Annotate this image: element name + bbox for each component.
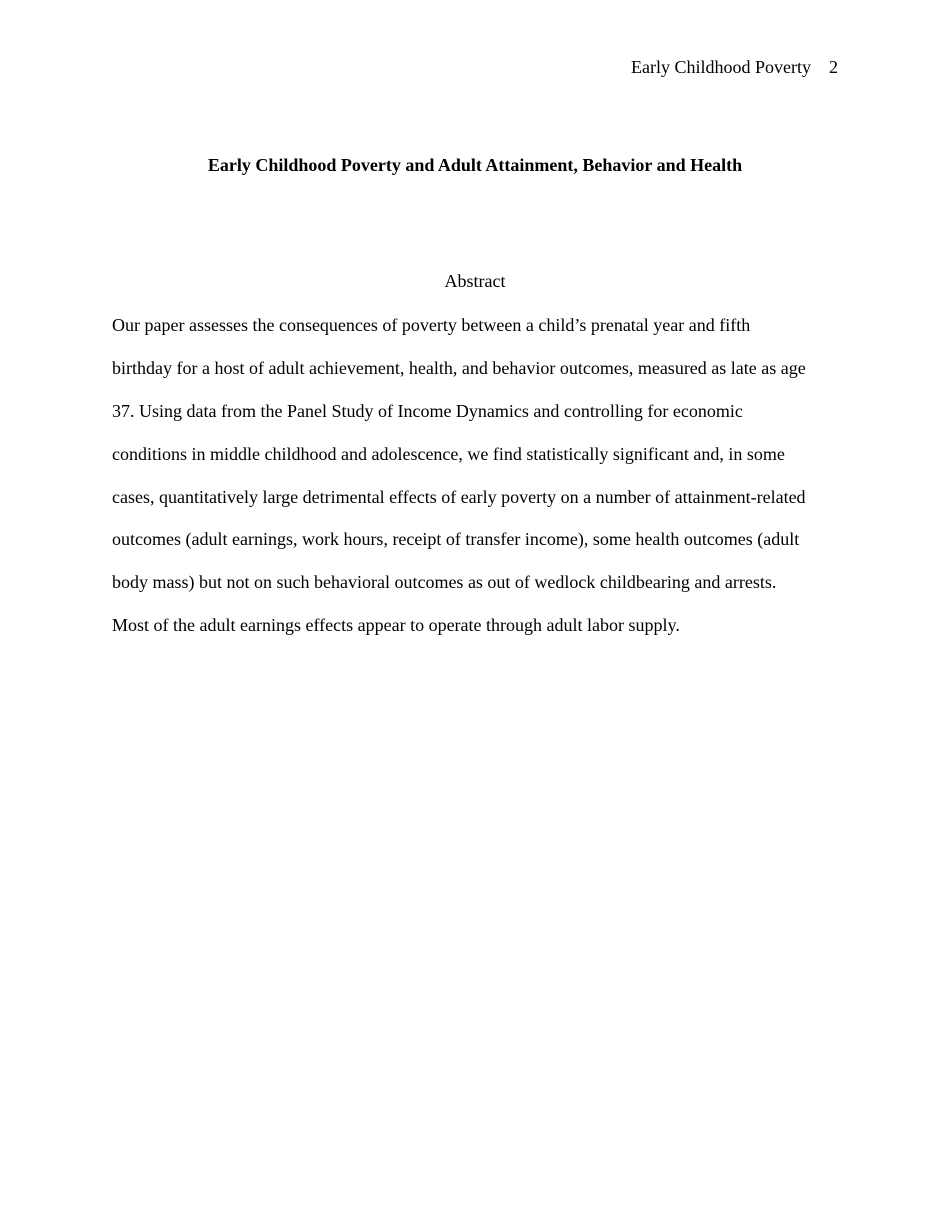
abstract-line: Most of the adult earnings effects appear to operate through adult labor supply. bbox=[112, 615, 680, 636]
abstract-line: birthday for a host of adult achievement, health, and behavior outcomes, measured as late as age bbox=[112, 357, 806, 378]
abstract-line: Our paper assesses the consequences of poverty between a child’s prenatal year and fifth bbox=[112, 315, 751, 335]
page-number: 2 bbox=[829, 57, 838, 77]
abstract-line: conditions in middle childhood and adolescence, we find statistically significant and, in some bbox=[112, 443, 785, 464]
abstract-line: 37. Using data from the Panel Study of Income Dynamics and controlling for economic bbox=[112, 400, 743, 421]
abstract-line: body mass) but not on such behavioral outcomes as out of wedlock childbearing and arrests. bbox=[112, 572, 777, 593]
abstract-line: cases, quantitatively large detrimental effects of early poverty on a number of attainment-related bbox=[112, 486, 806, 507]
running-head bbox=[631, 56, 838, 78]
abstract-heading: Abstract bbox=[444, 271, 506, 291]
abstract-body bbox=[112, 314, 852, 657]
paper-title: Early Childhood Poverty and Adult Attainment, Behavior and Health bbox=[207, 155, 743, 175]
abstract-line: outcomes (adult earnings, work hours, receipt of transfer income), some health outcomes (adult bbox=[112, 529, 800, 550]
running-head-title: Early Childhood Poverty bbox=[631, 57, 811, 77]
